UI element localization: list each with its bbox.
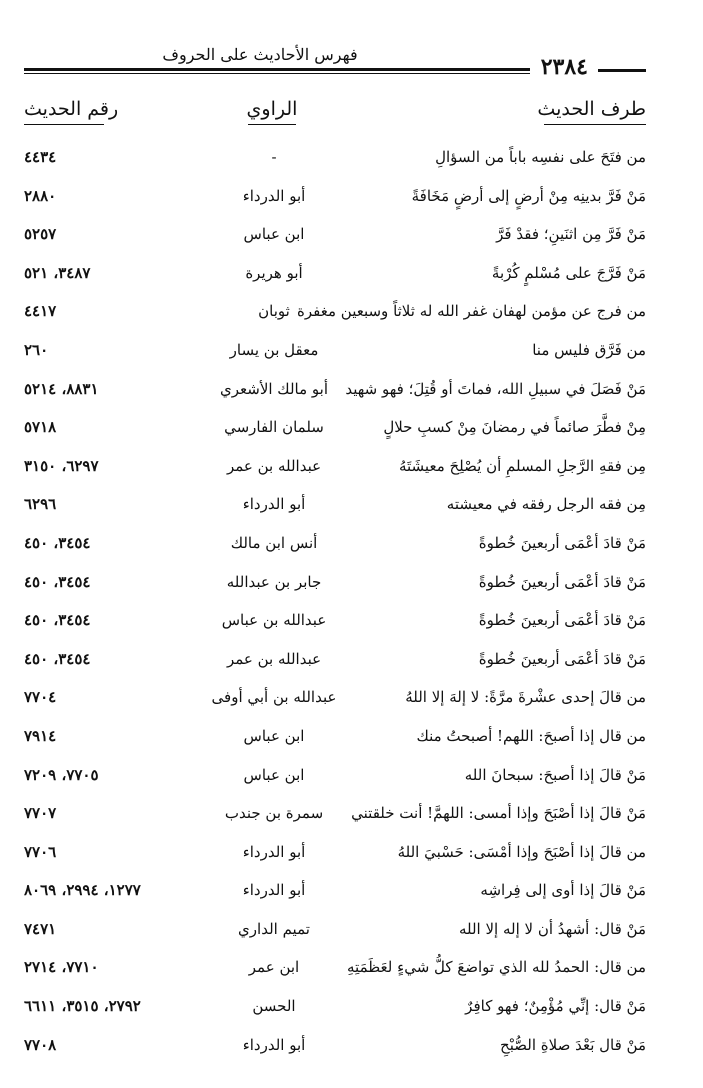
hadith-index-table bbox=[24, 140, 646, 1066]
hadith-text: مَنْ قادَ أعْمَى أربعينَ خُطوةً bbox=[478, 611, 646, 630]
table-row bbox=[24, 680, 646, 719]
narrator-name: تميم الداري bbox=[238, 919, 310, 938]
table-row bbox=[24, 873, 646, 912]
table-row bbox=[24, 410, 646, 449]
hadith-number: ٣٤٥٤، ٤٥٠ bbox=[24, 611, 91, 630]
narrator-name: أبو الدرداء bbox=[242, 881, 306, 900]
hadith-number: ٧٤٧١ bbox=[24, 919, 57, 938]
hadith-text: مَنْ قالَ إذا أصْبَحَ وإذا أمسى: اللهمَّ! أنت خلقتني bbox=[351, 804, 646, 823]
table-row bbox=[24, 603, 646, 642]
narrator-name: أبو الدرداء bbox=[242, 842, 306, 861]
table-row bbox=[24, 256, 646, 295]
table-row bbox=[24, 989, 646, 1028]
hadith-text: من قال إذا أصبحَ: اللهم! أصبحتُ منك bbox=[416, 726, 646, 745]
narrator-name: ابن عباس bbox=[243, 765, 305, 784]
hadith-number: ٥٢٥٧ bbox=[24, 225, 57, 244]
table-row bbox=[24, 565, 646, 604]
table-row bbox=[24, 835, 646, 874]
hadith-number: ٤٤١٧ bbox=[24, 302, 57, 321]
hadith-text: مَنْ قالَ إذا أوى إلى فِراشِه bbox=[480, 881, 646, 900]
narrator-name: ابن عباس bbox=[243, 726, 305, 745]
hadith-number: ٧٧٠٤ bbox=[24, 688, 57, 707]
narrator-name: ابن عباس bbox=[243, 225, 305, 244]
table-row bbox=[24, 719, 646, 758]
header-rule-thick bbox=[24, 68, 530, 71]
hadith-text: مَنْ فَرَّ مِن اثنَينِ؛ فقدْ فَرَّ bbox=[496, 225, 646, 244]
table-row bbox=[24, 140, 646, 179]
hadith-text: مَنْ قال بَعْدَ صلاةِ الصُّبْحِ bbox=[500, 1035, 646, 1054]
table-row bbox=[24, 372, 646, 411]
column-header-number: رقم الحديث bbox=[24, 98, 119, 120]
narrator-name: معقل بن يسار bbox=[229, 340, 319, 359]
column-header-number-underline bbox=[24, 124, 104, 125]
hadith-number: ٣٤٥٤، ٤٥٠ bbox=[24, 649, 91, 668]
hadith-number: ٣٤٨٧، ٥٢١ bbox=[24, 263, 91, 282]
column-header-narrator-underline bbox=[248, 124, 296, 125]
table-row bbox=[24, 487, 646, 526]
narrator-name: سمرة بن جندب bbox=[224, 804, 324, 823]
table-row bbox=[24, 294, 646, 333]
hadith-text: مَنْ قال: أشهدُ أن لا إله إلا الله bbox=[458, 919, 646, 938]
table-row bbox=[24, 796, 646, 835]
hadith-number: ٧٧٠٧ bbox=[24, 804, 57, 823]
narrator-name: أنس ابن مالك bbox=[230, 533, 318, 552]
narrator-name: أبو الدرداء bbox=[242, 495, 306, 514]
header-rule-thin bbox=[24, 73, 530, 74]
hadith-text: مَنْ فَرَّجَ على مُسْلمٍ كُرْبةً bbox=[491, 263, 646, 282]
page-header bbox=[24, 44, 646, 78]
hadith-text: مِن فقهِ الرَّجلِ المسلمِ أن يُصْلِحَ معيشَتَهُ bbox=[398, 456, 646, 475]
narrator-name: ثوبان bbox=[258, 302, 290, 321]
page-title: فهرس الأحاديث على الحروف bbox=[162, 45, 358, 64]
hadith-text: مَنْ فَصَلَ في سبيلِ الله، فماتَ أو قُتِلَ؛ فهو شهيد bbox=[345, 379, 646, 398]
hadith-number: ٧٧١٠، ٢٧١٤ bbox=[24, 958, 99, 977]
hadith-text: من فرج عن مؤمن لهفان غفر الله له ثلاثاً وسبعين مغفرة bbox=[297, 302, 646, 321]
hadith-text: من قالَ إذا أصْبَحَ وإذا أمْسَى: حَسْبيَ اللهُ bbox=[397, 842, 646, 861]
hadith-text: مَنْ قادَ أعْمَى أربعينَ خُطوةً bbox=[478, 572, 646, 591]
narrator-name: أبو الدرداء bbox=[242, 1035, 306, 1054]
table-row bbox=[24, 449, 646, 488]
column-header-hadith-underline bbox=[544, 124, 646, 125]
table-row bbox=[24, 1028, 646, 1067]
table-row bbox=[24, 642, 646, 681]
table-row bbox=[24, 758, 646, 797]
hadith-text: من فتَحَ على نفسِه باباً من السؤالِ bbox=[435, 148, 646, 166]
hadith-text: مَنْ قادَ أعْمَى أربعينَ خُطوةً bbox=[478, 533, 646, 552]
hadith-text: مِن فقه الرجل رفقه في معيشته bbox=[446, 495, 646, 514]
table-row bbox=[24, 217, 646, 256]
hadith-text: من قالَ إحدى عشْرةَ مرَّةً: لا إلهَ إلا اللهُ bbox=[405, 688, 646, 707]
hadith-number: ٢٨٨٠ bbox=[24, 186, 57, 205]
narrator-name: سلمان الفارسي bbox=[224, 418, 324, 437]
narrator-name: أبو هريرة bbox=[245, 263, 303, 282]
header-rule-right bbox=[598, 69, 646, 72]
column-header-hadith: طرف الحديث bbox=[537, 98, 646, 120]
hadith-number: ٣٤٥٤، ٤٥٠ bbox=[24, 533, 91, 552]
table-row bbox=[24, 179, 646, 218]
narrator-name: الحسن bbox=[252, 997, 296, 1016]
narrator-name: ابن عمر bbox=[248, 958, 300, 977]
column-header-narrator: الراوي bbox=[246, 98, 298, 120]
hadith-number: ٦٢٩٧، ٣١٥٠ bbox=[24, 456, 99, 475]
hadith-text: من قال: الحمدُ لله الذي تواضعَ كلُّ شيءٍ لعَظَمَتِهِ bbox=[347, 958, 646, 977]
narrator-name: أبو مالك الأشعري bbox=[220, 379, 328, 398]
page-number: ٢٣٨٤ bbox=[537, 54, 592, 80]
hadith-number: ٥٧١٨ bbox=[24, 418, 57, 437]
hadith-number: ٦٢٩٦ bbox=[24, 495, 57, 514]
narrator-name: عبدالله بن عمر bbox=[226, 649, 322, 668]
narrator-name: عبدالله بن عمر bbox=[226, 456, 322, 475]
table-row bbox=[24, 333, 646, 372]
narrator-name: عبدالله بن عباس bbox=[221, 611, 327, 630]
hadith-number: ٧٧٠٨ bbox=[24, 1035, 57, 1054]
column-headers bbox=[24, 96, 646, 130]
hadith-number: ٢٦٠ bbox=[24, 340, 49, 359]
hadith-number: ٧٧٠٥، ٧٢٠٩ bbox=[24, 765, 99, 784]
hadith-number: ٤٤٣٤ bbox=[24, 148, 57, 166]
hadith-number: ١٢٧٧، ٢٩٩٤، ٨٠٦٩ bbox=[24, 881, 141, 900]
table-row bbox=[24, 912, 646, 951]
hadith-number: ٧٧٠٦ bbox=[24, 842, 57, 861]
hadith-number: ٨٨٣١، ٥٢١٤ bbox=[24, 379, 99, 398]
hadith-text: مَنْ قال: إنِّي مُؤْمِنٌ؛ فهو كافِرٌ bbox=[465, 997, 646, 1016]
narrator-name: - bbox=[271, 148, 277, 166]
table-row bbox=[24, 950, 646, 989]
hadith-text: مَنْ قادَ أعْمَى أربعينَ خُطوةً bbox=[478, 649, 646, 668]
narrator-name: جابر بن عبدالله bbox=[226, 572, 322, 591]
narrator-name: أبو الدرداء bbox=[242, 186, 306, 205]
hadith-text: مِنْ فطَّرَ صائماً في رمضانَ مِنْ كسبِ حلالٍ bbox=[383, 418, 646, 437]
table-row bbox=[24, 526, 646, 565]
hadith-text: من فَرَّق فليس منا bbox=[532, 340, 646, 359]
hadith-number: ٢٧٩٢، ٣٥١٥، ٦٦١١ bbox=[24, 997, 141, 1016]
hadith-text: مَنْ فَرَّ بدينِه مِنْ أرضٍ إلى أرضٍ مَخَافَةً bbox=[411, 186, 646, 205]
hadith-number: ٣٤٥٤، ٤٥٠ bbox=[24, 572, 91, 591]
hadith-text: مَنْ قالَ إذا أصبحَ: سبحانَ الله bbox=[464, 765, 646, 784]
hadith-number: ٧٩١٤ bbox=[24, 726, 57, 745]
narrator-name: عبدالله بن أبي أوفى bbox=[211, 688, 337, 707]
